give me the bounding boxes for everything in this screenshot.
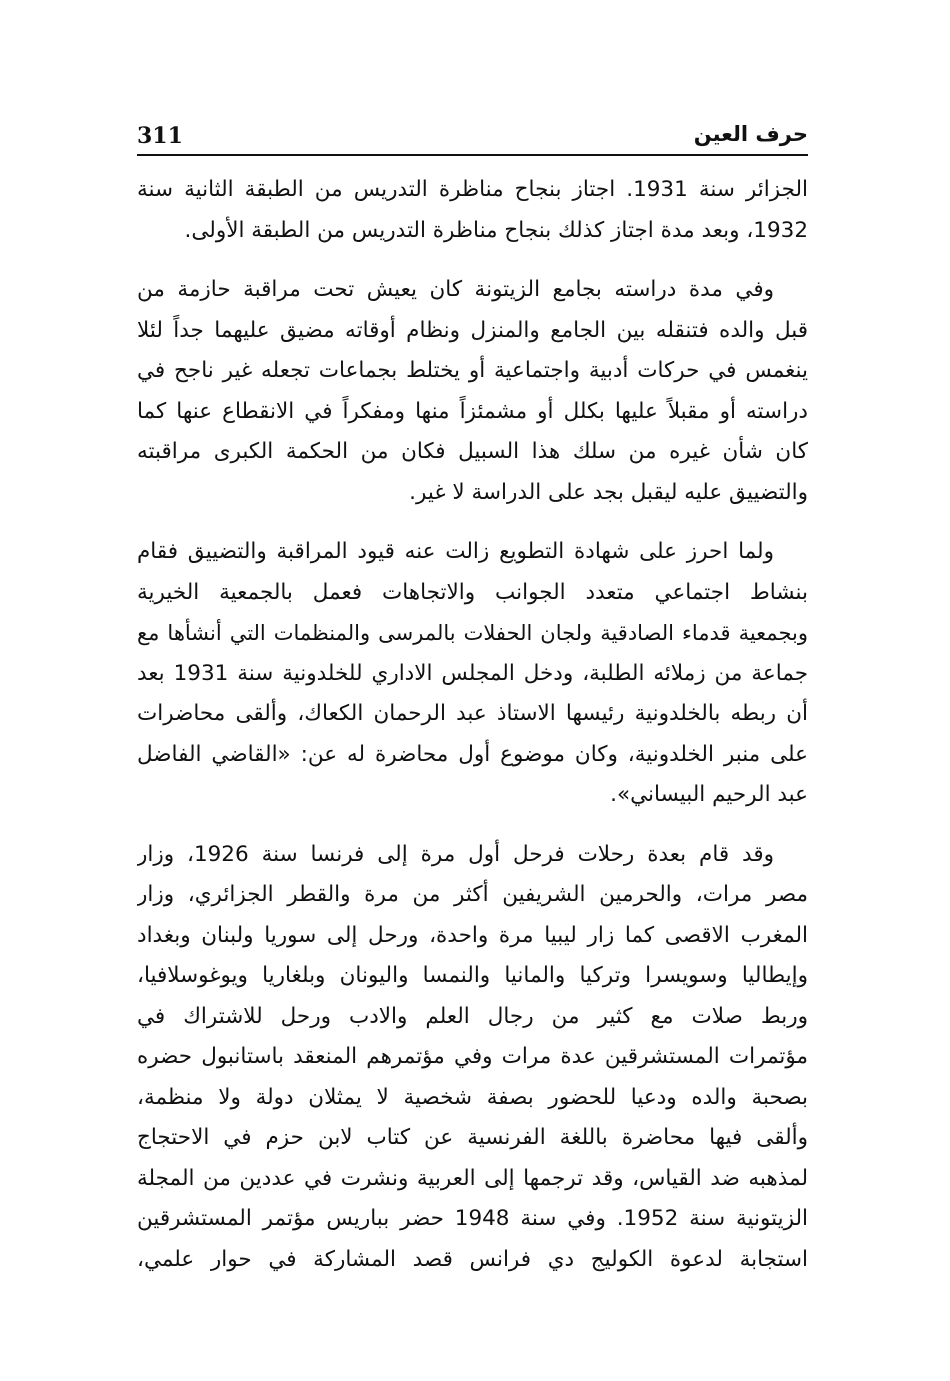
text-line: الزيتونية سنة 1952. وفي سنة 1948 حضر بباريس مؤتمر المستشرقين xyxy=(137,1206,808,1231)
text-line: وفي مدة دراسته بجامع الزيتونة كان يعيش تحت مراقبة حازمة من xyxy=(137,277,774,302)
text-line: استجابة لدعوة الكوليج دي فرانس قصد المشاركة في حوار علمي، xyxy=(137,1246,808,1272)
text-line: أن ربطه بالخلدونية رئيسها الاستاذ عبد الرحمان الكعاك، وألقى محاضرات xyxy=(137,701,808,726)
text-line: وقد قام بعدة رحلات فرحل أول مرة إلى فرنسا سنة 1926، وزار xyxy=(137,841,774,867)
text-line: 1932، وبعد مدة اجتاز كذلك بنجاح مناظرة التدريس من الطبقة الأولى. xyxy=(184,217,808,243)
running-head: حرف العين xyxy=(693,122,808,146)
text-line: عبد الرحيم البيساني». xyxy=(610,782,808,807)
text-line: مؤتمرات المستشرقين عدة مرات وفي مؤتمرهم المنعقد باستانبول حضره xyxy=(137,1044,808,1069)
text-line: المغرب الاقصى كما زار ليبيا مرة واحدة، ورحل إلى سوريا ولبنان وبغداد xyxy=(137,922,808,948)
text-line: ينغمس في حركات أدبية واجتماعية أو يختلط بجماعات تجعله غير ناجح في xyxy=(137,358,808,383)
page-header xyxy=(137,116,808,156)
text-line: ولما احرز على شهادة التطويع زالت عنه قيود المراقبة والتضييق فقام xyxy=(137,539,774,564)
text-line: وإيطاليا وسويسرا وتركيا والمانيا والنمسا واليونان وبلغاريا ويوغوسلافيا، xyxy=(137,963,808,988)
text-line: دراسته أو مقبلاً عليها بكلل أو مشمئزاً منها ومفكراً في الانقطاع عنها كما xyxy=(137,398,808,424)
text-line: الجزائر سنة 1931. اجتاز بنجاح مناظرة التدريس من الطبقة الثانية سنة xyxy=(137,177,808,202)
text-line: كان شأن غيره من سلك هذا السبيل فكان من الحكمة الكبرى مراقبته xyxy=(137,439,808,464)
paragraph-4 xyxy=(137,835,808,1281)
page-number: 311 xyxy=(137,123,183,149)
text-line: وبجمعية قدماء الصادقية ولجان الحفلات بالمرسى والمنظمات التي أنشأها مع xyxy=(137,621,808,645)
text-line: مصر مرات، والحرمين الشريفين أكثر من مرة والقطر الجزائري، وزار xyxy=(137,882,808,907)
text-line: وربط صلات مع كثير من رجال العلم والادب ورحل للاشتراك في xyxy=(137,1003,808,1029)
text-line: وألقى فيها محاضرة باللغة الفرنسية عن كتاب لابن حزم في الاحتجاج xyxy=(137,1125,808,1150)
text-line: جماعة من زملائه الطلبة، ودخل المجلس الاداري للخلدونية سنة 1931 بعد xyxy=(137,660,808,686)
text-line: والتضييق عليه ليقبل بجد على الدراسة لا غير. xyxy=(409,479,808,505)
text-line: بصحبة والده ودعيا للحضور بصفة شخصية لا يمثلان دولة ولا منظمة، xyxy=(137,1084,808,1110)
paragraph-2 xyxy=(137,270,808,513)
body-text xyxy=(137,170,808,1299)
text-line: على منبر الخلدونية، وكان موضوع أول محاضرة له عن: «القاضي الفاضل xyxy=(137,741,808,767)
paragraph-3 xyxy=(137,532,808,816)
text-line: بنشاط اجتماعي متعدد الجوانب والاتجاهات فعمل بالجمعية الخيرية xyxy=(137,579,808,605)
paragraph-1 xyxy=(137,170,808,251)
text-line: قبل والده فتنقله بين الجامع والمنزل ونظام أوقاته مضيق عليهما جداً لئلا xyxy=(137,317,808,343)
text-line: لمذهبه ضد القياس، وقد ترجمها إلى العربية ونشرت في عددين من المجلة xyxy=(137,1165,808,1191)
